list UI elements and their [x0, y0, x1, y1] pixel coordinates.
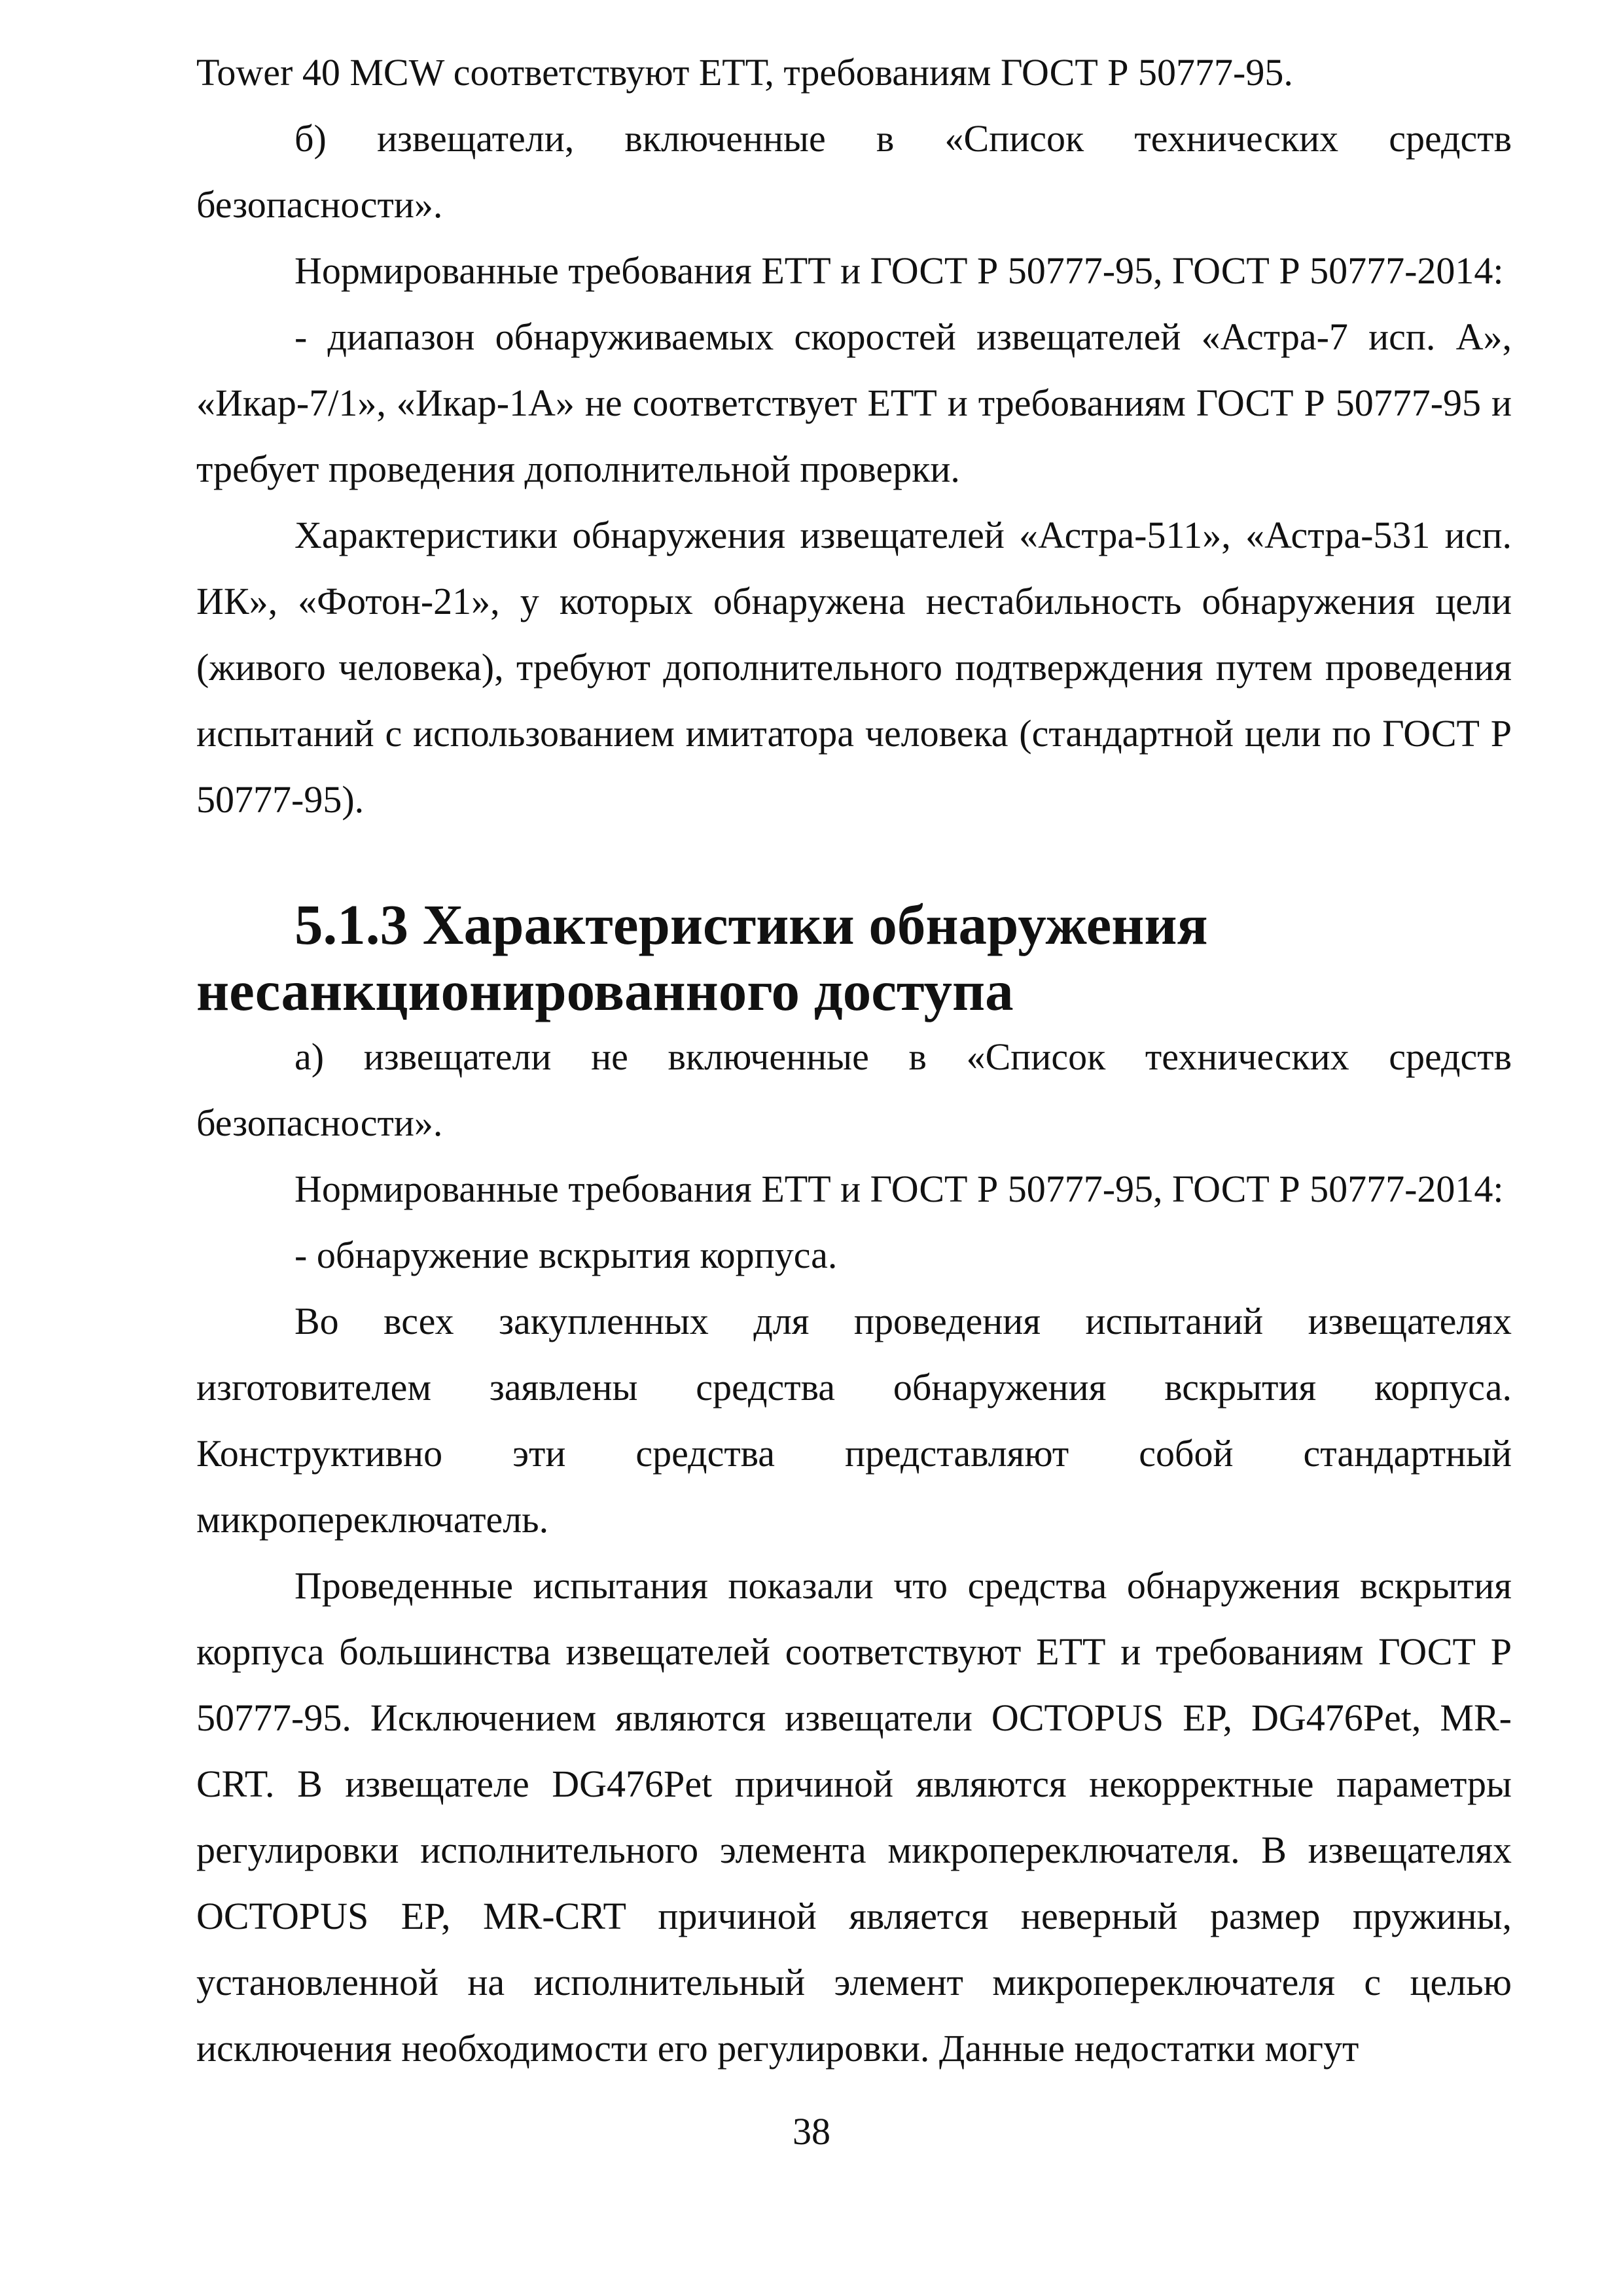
section-heading: 5.1.3 Характеристики обнаружения несанкционированного доступа — [196, 893, 1208, 1022]
paragraph-requirements: Нормированные требования ЕТТ и ГОСТ Р 50777-95, ГОСТ Р 50777-2014: — [294, 249, 1504, 292]
paragraph-list-item-a: а) извещатели не включенные в «Список технических средств безопасности». — [196, 1035, 1512, 1144]
page-number: 38 — [793, 2110, 830, 2153]
paragraph-tamper-means: Во всех закупленных для проведения испытаний извещателях изготовителем заявлены средства обнаружения вскрытия корпуса. Конструктивно эти средства представляют собой стандартный микропереключатель. — [196, 1300, 1512, 1541]
paragraph-speed-range: - диапазон обнаруживаемых скоростей извещателей «Астра-7 исп. А», «Икар-7/1», «Икар-1А» не соответствует ЕТТ и требованиям ГОСТ Р 50777-95 и требует проведения дополнительной проверки. — [196, 315, 1512, 490]
paragraph-detection-characteristics: Характеристики обнаружения извещателей «Астра-511», «Астра-531 исп. ИК», «Фотон-21», у которых обнаружена нестабильность обнаружения цели (живого человека), требуют дополнительного подтверждения путем проведения испытаний с использованием имитатора человека (стандартной цели по ГОСТ Р 50777-95). — [196, 514, 1512, 821]
paragraph-tamper-detection: - обнаружение вскрытия корпуса. — [294, 1234, 838, 1276]
paragraph-list-item-b: б) извещатели, включенные в «Список технических средств безопасности». — [196, 117, 1512, 226]
paragraph-continuation: Tower 40 MCW соответствуют ЕТТ, требованиям ГОСТ Р 50777-95. — [196, 51, 1293, 94]
paragraph-requirements-2: Нормированные требования ЕТТ и ГОСТ Р 50777-95, ГОСТ Р 50777-2014: — [294, 1168, 1504, 1210]
paragraph-test-results: Проведенные испытания показали что средства обнаружения вскрытия корпуса большинства извещателей соответствуют ЕТТ и требованиям ГОСТ Р 50777-95. Исключением являются извещатели OCTOPUS EP, DG476Pet, MR-CRT. В извещателе DG476Pet причиной являются некорректные параметры регулировки исполнительного элемента микропереключателя. В извещателях OCTOPUS EP, MR-CRT причиной является неверный размер пружины, установленной на исполнительный элемент микропереключателя с целью исключения необходимости его регулировки. Данные недостатки могут — [196, 1564, 1512, 2070]
document-page — [196, 39, 1512, 2081]
